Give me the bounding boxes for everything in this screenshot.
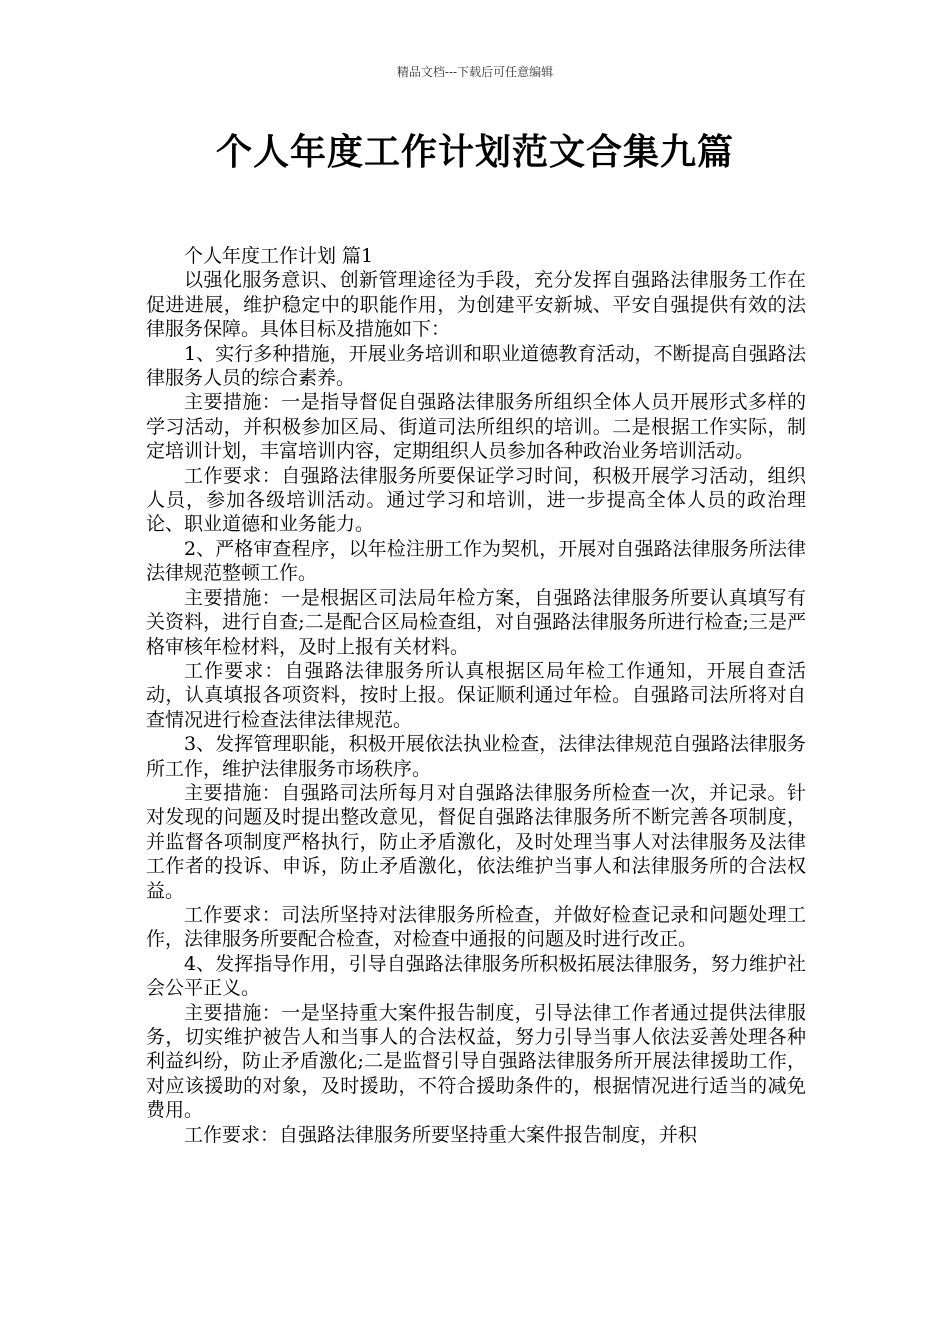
page-header: 精品文档---下载后可任意编辑 <box>396 65 554 79</box>
document-body <box>146 244 806 1147</box>
paragraph-item-3-measures: 主要措施：自强路司法所每月对自强路法律服务所检查一次，并记录。针对发现的问题及时提出整改意见，督促自强路法律服务所不断完善各项制度，并监督各项制度严格执行，防止矛盾激化，及时处理当事人对法律服务及法律工作者的投诉、申诉，防止矛盾激化，依法维护当事人和法律服务所的合法权益。 <box>146 781 806 902</box>
paragraph-item-4: 4、发挥指导作用，引导自强路法律服务所积极拓展法律服务，努力维护社会公平正义。 <box>146 952 806 1000</box>
paragraph-item-1-measures: 主要措施：一是指导督促自强路法律服务所组织全体人员开展形式多样的学习活动，并积极参加区局、街道司法所组织的培训。二是根据工作实际，制定培训计划，丰富培训内容，定期组织人员参加各种政治业务培训活动。 <box>146 391 806 463</box>
paragraph-item-4-requirements: 工作要求：自强路法律服务所要坚持重大案件报告制度，并积 <box>184 1123 698 1146</box>
paragraph-item-2: 2、严格审查程序，以年检注册工作为契机，开展对自强路法律服务所法律法律规范整顿工作。 <box>146 537 806 585</box>
document-title: 个人年度工作计划范文合集九篇 <box>215 131 734 173</box>
section-heading: 个人年度工作计划 篇1 <box>184 245 374 267</box>
paragraph-item-3-requirements: 工作要求：司法所坚持对法律服务所检查，并做好检查记录和问题处理工作，法律服务所要配合检查，对检查中通报的问题及时进行改正。 <box>146 903 806 951</box>
paragraph-item-2-measures: 主要措施：一是根据区司法局年检方案，自强路法律服务所要认真填写有关资料，进行自查;二是配合区局检查组，对自强路法律服务所进行检查;三是严格审核年检材料，及时上报有关材料。 <box>146 586 806 658</box>
paragraph-item-1-requirements: 工作要求：自强路法律服务所要保证学习时间，积极开展学习活动，组织人员，参加各级培训活动。通过学习和培训，进一步提高全体人员的政治理论、职业道德和业务能力。 <box>146 464 806 536</box>
paragraph-item-1: 1、实行多种措施，开展业务培训和职业道德教育活动，不断提高自强路法律服务人员的综合素养。 <box>146 342 806 390</box>
paragraph-item-2-requirements: 工作要求：自强路法律服务所认真根据区局年检工作通知，开展自查活动，认真填报各项资料，按时上报。保证顺利通过年检。自强路司法所将对自查情况进行检查法律法律规范。 <box>146 659 806 731</box>
paragraph-item-3: 3、发挥管理职能，积极开展依法执业检查，法律法律规范自强路法律服务所工作，维护法律服务市场秩序。 <box>146 733 806 780</box>
paragraph-item-4-measures: 主要措施：一是坚持重大案件报告制度，引导法律工作者通过提供法律服务，切实维护被告人和当事人的合法权益，努力引导当事人依法妥善处理各种利益纠纷，防止矛盾激化;二是监督引导自强路法律服务所开展法律援助工作，对应该援助的对象，及时援助，不符合援助条件的，根据情况进行适当的减免费用。 <box>146 1001 806 1122</box>
paragraph-intro: 以强化服务意识、创新管理途径为手段，充分发挥自强路法律服务工作在促进进展，维护稳定中的职能作用，为创建平安新城、平安自强提供有效的法律服务保障。具体目标及措施如下： <box>146 269 806 341</box>
